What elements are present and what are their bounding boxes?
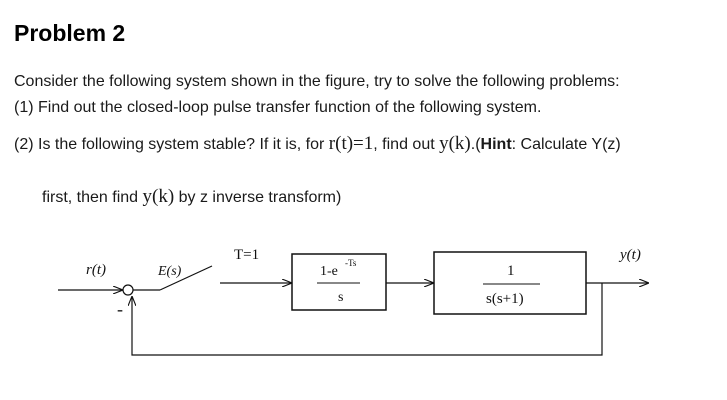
feedback-minus-sign: -	[117, 299, 123, 319]
error-label: E(s)	[158, 264, 182, 279]
output-sequence: y(k)	[439, 133, 471, 154]
question-2-text-c: .(	[470, 136, 481, 153]
question-2-text-e: first, then find	[42, 189, 139, 206]
plant-numerator: 1	[507, 263, 515, 279]
summing-junction	[123, 285, 133, 295]
question-2-text-b: , find out	[373, 136, 435, 153]
intro-text: Consider the following system shown in the figure, try to solve the following problems:	[14, 73, 620, 90]
question-2-text-f: by z inverse transform)	[178, 189, 342, 206]
zoh-denominator: s	[338, 290, 344, 305]
zoh-exponent: -Ts	[345, 258, 357, 268]
input-label: r(t)	[86, 262, 106, 278]
output-label: y(t)	[620, 247, 641, 263]
problem-title: Problem 2	[14, 20, 126, 46]
plant-denominator: s(s+1)	[486, 291, 524, 307]
hint-label: Hint	[480, 136, 512, 153]
input-equation: r(t)=1	[328, 133, 374, 154]
question-2-text-a: (2) Is the following system stable? If it is, for	[14, 136, 325, 153]
question-1: (1) Find out the closed-loop pulse transfer function of the following system.	[14, 99, 542, 116]
question-2-text-d: : Calculate Y(z)	[511, 136, 621, 153]
zoh-numerator: 1-e	[320, 264, 338, 279]
sampling-period-label: T=1	[234, 247, 260, 263]
output-sequence-2: y(k)	[142, 186, 175, 207]
